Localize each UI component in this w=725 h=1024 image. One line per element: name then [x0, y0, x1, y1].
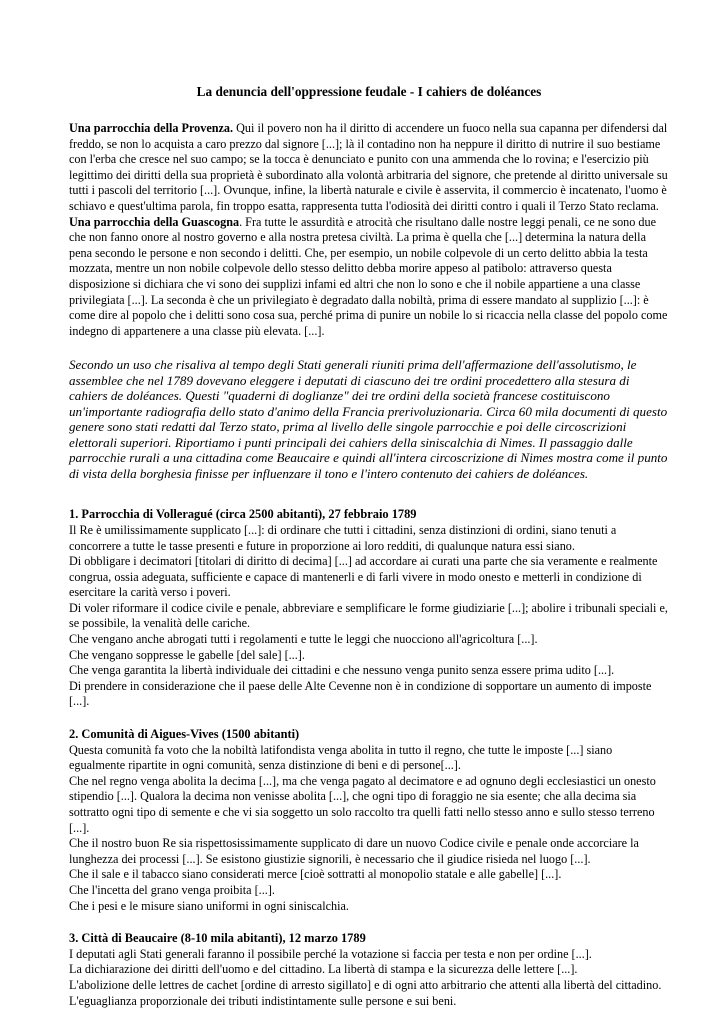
paragraph-guascogna-lead: Una parrocchia della Guascogna [69, 214, 240, 229]
paragraph-provenza [69, 121, 669, 215]
section-line: Il Re è umilissimamente supplicato [...]: di ordinare che tutti i cittadini, senza distinzioni di ordini, siano tenuti a concorrere a tutte le tasse presenti e future in proporzione ai loro redditi, di qualunque natura essi siano. [69, 522, 617, 553]
section-line: Che venga garantita la libertà individuale dei cittadini e che nessuno venga punito senza essere prima udito [...]. [69, 663, 615, 678]
section-line: Che vengano soppresse le gabelle [del sale] [...]. [69, 647, 305, 662]
section-line: Che il nostro buon Re sia rispettosissimamente supplicato di dare un nuovo Codice civile e penale onde accorciare la lunghezza dei processi [...]. Se esistono giustizie signorili, è necessario che il giudice risieda nel luogo [...]. [69, 836, 639, 866]
section-line: Di voler riformare il codice civile e penale, abbreviare e semplificare le forme giudiziarie [...]; abolire i tribunali speciali e, se possibile, la venalità delle cariche. [69, 600, 668, 631]
section-line: L'abolizione delle lettres de cachet [ordine di arresto sigillato] e di ogni atto arbitrario che attenti alla libertà del cittadino. [69, 977, 662, 992]
section-line: L'eguaglianza proporzionale dei tributi indistintamente sulle persone e sui beni. [69, 993, 457, 1008]
section-line: Questa comunità fa voto che la nobiltà latifondista venga abolita in tutto il regno, che tutte le imposte [...] siano egualmente ripartite in ogni comunità, senza distinzione di beni e di persone[...]. [69, 742, 613, 773]
section-line: Che nel regno venga abolita la decima [...], ma che venga pagato al decimatore e ad ognuno degli ecclesiastici un onesto stipendio [...]. Qualora la decima non venisse abolita [...], che ogni tipo di foraggio ne sia esente; che alla decima sia sottratto ogni tipo di semente e che vi sia soggetto un solo raccolto tra quelli fatti nello stesso anno e sullo stesso terreno [...]. [69, 773, 656, 835]
paragraph-provenza-lead: Una parrocchia della Provenza. [69, 121, 234, 135]
paragraph-provenza-text: Qui il povero non ha il diritto di accendere un fuoco nella sua capanna per difendersi dal freddo, se non lo acquista a caro prezzo dal signore [...]; là il contadino non ha neppure il diritto di nutrire il suo bestiame con l'erba che cresce nel suo campo; se la tocca è denunciato e punito con una ammenda che lo rovina; e l'esercizio più legittimo dei diritti della sua proprietà è subordinato alla volontà arbitraria del signore, che pretende al diritto universale su tutti i pascoli del territorio [...]. Ovunque, infine, la libertà naturale e civile è asservita, il commercio è incatenato, l'uomo è schiavo e quest'ultima parola, fin troppo esatta, rappresenta tutta l'odiosità dei diritti contro i quali il Terzo Stato reclama. [69, 121, 668, 213]
section-line: Che il sale e il tabacco siano considerati merce [cioè sottratti al monopolio statale e alle gabelle] [...]. [69, 867, 562, 882]
paragraph-guascogna [69, 215, 669, 340]
section-line: Che i pesi e le misure siano uniformi in ogni siniscalchia. [69, 898, 349, 913]
document-title: La denuncia dell'oppressione feudale - I cahiers de doléances [196, 84, 542, 99]
section-beaucaire [69, 931, 669, 1009]
intro-paragraph: Secondo un uso che risaliva al tempo degli Stati generali riuniti prima dell'affermazione dell'assolutismo, le assemblee che nel 1789 dovevano eleggere i deputati di ciascuno dei tre ordini procedettero alla stesura di cahiers de doléances. Questi "quaderni di doglianze" dei tre ordini della società francese costituiscono un'importante radiografia dello stato d'animo della Francia prerivoluzionaria. Circa 60 mila documenti di questo genere sono stati redatti dal Terzo stato, prima al livello delle singole parrocchie e poi delle circoscrizioni elettorali superiori. Riportiamo i punti principali dei cahiers della siniscalchia di Nimes. Il passaggio dalle parrocchie rurali a una cittadina come Beaucaire e quindi all'intera circoscrizione di Nimes mostra come il punto di vista della borghesia finisse per influenzare il tono e l'intero contenuto dei cahiers de doléances. [69, 357, 668, 481]
paragraph-guascogna-text: . Fra tutte le assurdità e atrocità che risultano dalle nostre leggi penali, ce ne sono due che non fanno onore al nostro governo e alla nostra pretesa civiltà. La prima è quella che [...] determina la natura della pena secondo le persone e non secondo i delitti. Che, per esempio, un nobile colpevole di un certo delitto abbia la testa mozzata, mentre un non nobile colpevole dello stesso delitto debba morire appeso al patibolo: attraverso questa disposizione si dichiara che vi sono dei supplizi infami ed altri che non lo sono e che il nobile appartiene a una classe privilegiata [...]. La seconda è che un privilegiato è degradato dalla nobiltà, prima di essere mandato al supplizio [...]: è come dire al popolo che i delitti sono cosa sua, perché prima di punire un nobile lo si ricaccia nella classe del popolo come indegno di appartenere a una classe più elevata. [...]. [69, 214, 668, 338]
section-line: Che vengano anche abrogati tutti i regolamenti e tutte le leggi che nuocciono all'agricoltura [...]. [69, 632, 538, 647]
section-aigues-vives [69, 727, 669, 914]
section-line: La dichiarazione dei diritti dell'uomo e del cittadino. La libertà di stampa e la sicurezza delle lettere [...]. [69, 962, 578, 977]
section-line: Di obbligare i decimatori [titolari di diritto di decima] [...] ad accordare ai curati una parte che sia veramente e realmente congrua, ossia adeguata, sufficiente e capace di mantenerli e di farli vivere in modo onesto e metterli in condizione di esercitare la carità verso i poveri. [69, 554, 658, 600]
section-heading: 3. Città di Beaucaire (8-10 mila abitanti), 12 marzo 1789 [69, 931, 366, 946]
section-line: Che l'incetta del grano venga proibita [...]. [69, 882, 275, 897]
section-heading: 2. Comunità di Aigues-Vives (1500 abitanti) [69, 727, 300, 742]
section-heading: 1. Parrocchia di Volleragué (circa 2500 abitanti), 27 febbraio 1789 [69, 507, 417, 522]
section-line: I deputati agli Stati generali faranno il possibile perché la votazione si faccia per testa e non per ordine [...]. [69, 946, 592, 961]
section-volleragué [69, 507, 669, 710]
section-line: Di prendere in considerazione che il paese delle Alte Cevenne non è in condizione di sopportare un aumento di imposte [...]. [69, 678, 652, 709]
